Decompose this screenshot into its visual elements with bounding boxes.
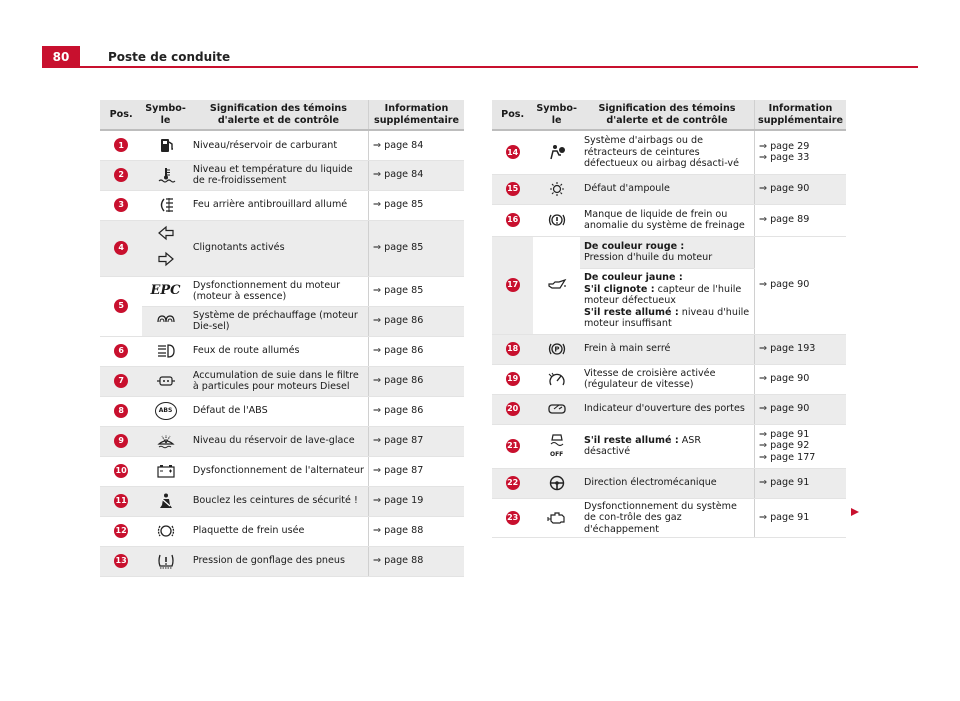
row-meaning: Manque de liquide de frein ou anomalie du système de freinage bbox=[580, 204, 755, 236]
row-meaning: Frein à main serré bbox=[580, 334, 755, 364]
position-badge: 15 bbox=[506, 182, 520, 196]
page-reference-link[interactable]: ⇒ page 86 bbox=[369, 396, 464, 426]
row-meaning bbox=[580, 424, 755, 468]
svg-text:P: P bbox=[554, 345, 560, 354]
column-header-pos: Pos. bbox=[100, 100, 142, 130]
position-badge: 3 bbox=[114, 198, 128, 212]
table-row bbox=[100, 336, 464, 366]
rear-fog-light-icon bbox=[156, 197, 176, 213]
position-badge: 16 bbox=[506, 213, 520, 227]
red-state-label: De couleur rouge : bbox=[583, 240, 685, 252]
table-row bbox=[492, 394, 846, 424]
brake-system-icon bbox=[547, 212, 567, 228]
row-meaning bbox=[580, 236, 755, 268]
page-reference-link[interactable]: ⇒ page 85 bbox=[369, 276, 464, 306]
page-reference-link[interactable]: ⇒ page 33 bbox=[759, 152, 810, 164]
page-reference-link[interactable]: ⇒ page 86 bbox=[369, 366, 464, 396]
page-reference-link[interactable]: ⇒ page 84 bbox=[369, 160, 464, 190]
turn-signal-arrows-icon bbox=[156, 225, 176, 267]
table-row bbox=[492, 468, 846, 498]
position-badge: 17 bbox=[506, 278, 520, 292]
row-meaning: Niveau du réservoir de lave-glace bbox=[189, 426, 369, 456]
table-row bbox=[100, 366, 464, 396]
table-row bbox=[492, 236, 846, 268]
row-meaning: Dysfonctionnement de l'alternateur bbox=[189, 456, 369, 486]
position-badge: 23 bbox=[506, 511, 520, 525]
row-meaning bbox=[580, 268, 755, 334]
position-badge: 18 bbox=[506, 342, 520, 356]
page-reference-link[interactable]: ⇒ page 193 bbox=[755, 334, 847, 364]
page-reference-link[interactable]: ⇒ page 90 bbox=[755, 174, 847, 204]
position-badge: 7 bbox=[114, 374, 128, 388]
table-row bbox=[100, 220, 464, 276]
warning-lights-table-left bbox=[100, 100, 464, 577]
page-reference-link[interactable]: ⇒ page 29 bbox=[759, 140, 810, 152]
tire-pressure-icon bbox=[156, 553, 176, 569]
brake-pad-icon bbox=[156, 523, 176, 539]
row-meaning: Accumulation de suie dans le filtre à particules pour moteurs Diesel bbox=[189, 366, 369, 396]
high-beam-icon bbox=[156, 343, 176, 359]
page-reference-link[interactable]: ⇒ page 90 bbox=[755, 394, 847, 424]
page-number: 80 bbox=[42, 46, 80, 68]
column-header-meaning: Signification des témoins d'alerte et de contrôle bbox=[580, 100, 755, 130]
row-meaning: Dysfonctionnement du moteur (moteur à essence) bbox=[189, 276, 369, 306]
yellow-state-label: De couleur jaune : bbox=[583, 272, 683, 284]
blink-text: capteur de l'huile moteur défectueux bbox=[583, 283, 742, 307]
page-reference-link[interactable]: ⇒ page 90 bbox=[755, 236, 847, 334]
bulb-failure-icon bbox=[547, 181, 567, 197]
column-header-meaning: Signification des témoins d'alerte et de contrôle bbox=[189, 100, 369, 130]
page-reference-link[interactable]: ⇒ page 88 bbox=[369, 516, 464, 546]
position-badge: 8 bbox=[114, 404, 128, 418]
position-badge: 22 bbox=[506, 476, 520, 490]
page-reference-link[interactable]: ⇒ page 90 bbox=[755, 364, 847, 394]
page-reference-link[interactable]: ⇒ page 91 bbox=[755, 468, 847, 498]
row-meaning: Plaquette de frein usée bbox=[189, 516, 369, 546]
position-badge: 9 bbox=[114, 434, 128, 448]
page-reference-link[interactable]: ⇒ page 91 bbox=[755, 498, 847, 538]
column-header-info: Information supplémentaire bbox=[755, 100, 847, 130]
page-reference-link[interactable]: ⇒ page 84 bbox=[369, 130, 464, 160]
table-row bbox=[100, 426, 464, 456]
glow-plug-icon bbox=[156, 313, 176, 329]
table-row bbox=[492, 204, 846, 236]
seatbelt-icon bbox=[156, 493, 176, 509]
header-rule bbox=[80, 66, 918, 68]
asr-off-icon bbox=[547, 433, 567, 458]
table-row bbox=[100, 486, 464, 516]
position-badge: 2 bbox=[114, 168, 128, 182]
position-badge: 1 bbox=[114, 138, 128, 152]
row-meaning: Direction électromécanique bbox=[580, 468, 755, 498]
row-meaning: Bouclez les ceintures de sécurité ! bbox=[189, 486, 369, 516]
epc-icon: EPC bbox=[150, 282, 181, 298]
page-title: Poste de conduite bbox=[108, 50, 231, 64]
row-meaning: Système d'airbags ou de rétracteurs de ceintures défectueux ou airbag désacti-vé bbox=[580, 130, 755, 174]
fuel-pump-icon bbox=[156, 137, 176, 153]
page-header bbox=[0, 0, 960, 72]
page-reference-link[interactable]: ⇒ page 86 bbox=[369, 336, 464, 366]
position-badge: 14 bbox=[506, 145, 520, 159]
column-header-symbol: Symbo-le bbox=[142, 100, 189, 130]
abs-icon: ABS bbox=[155, 402, 177, 420]
table-row bbox=[100, 190, 464, 220]
table-row bbox=[492, 130, 846, 174]
page-reference-link[interactable]: ⇒ page 19 bbox=[369, 486, 464, 516]
engine-check-icon bbox=[547, 510, 567, 526]
parking-brake-icon bbox=[547, 341, 567, 357]
table-row bbox=[100, 160, 464, 190]
page-reference-link[interactable]: ⇒ page 89 bbox=[755, 204, 847, 236]
door-open-icon bbox=[547, 401, 567, 417]
table-row bbox=[492, 174, 846, 204]
asr-off-label: OFF bbox=[549, 450, 564, 458]
position-badge: 4 bbox=[114, 241, 128, 255]
lit-label: S'il reste allumé : bbox=[583, 306, 679, 318]
row-meaning: Feux de route allumés bbox=[189, 336, 369, 366]
table-row bbox=[492, 334, 846, 364]
cruise-control-icon bbox=[547, 371, 567, 387]
table-row bbox=[492, 364, 846, 394]
row-meaning: Dysfonctionnement du système de con-trôle des gaz d'échappement bbox=[580, 498, 755, 538]
row-meaning: Feu arrière antibrouillard allumé bbox=[189, 190, 369, 220]
page-reference-link[interactable]: ⇒ page 87 bbox=[369, 456, 464, 486]
position-badge: 21 bbox=[506, 439, 520, 453]
airbag-icon bbox=[547, 144, 567, 160]
page-reference-link[interactable]: ⇒ page 85 bbox=[369, 190, 464, 220]
table-row bbox=[492, 424, 846, 468]
page-reference-link[interactable]: ⇒ page 91 bbox=[759, 428, 810, 440]
position-badge: 11 bbox=[114, 494, 128, 508]
table-row bbox=[100, 306, 464, 336]
table-row bbox=[100, 396, 464, 426]
diesel-particulate-filter-icon bbox=[156, 373, 176, 389]
red-state-text: Pression d'huile du moteur bbox=[583, 252, 713, 263]
row-meaning: Niveau/réservoir de carburant bbox=[189, 130, 369, 160]
position-badge: 10 bbox=[114, 464, 128, 478]
page-reference-link[interactable]: ⇒ page 86 bbox=[369, 306, 464, 336]
battery-icon bbox=[156, 463, 176, 479]
table-row bbox=[100, 546, 464, 576]
row-meaning: Défaut de l'ABS bbox=[189, 396, 369, 426]
table-row bbox=[100, 276, 464, 306]
position-badge: 19 bbox=[506, 372, 520, 386]
column-header-pos: Pos. bbox=[492, 100, 533, 130]
position-badge: 20 bbox=[506, 402, 520, 416]
table-row bbox=[492, 498, 846, 538]
row-meaning: Clignotants activés bbox=[189, 220, 369, 276]
lit-text: niveau d'huile moteur insuffisant bbox=[583, 306, 750, 330]
table-row bbox=[100, 456, 464, 486]
column-header-symbol: Symbo-le bbox=[533, 100, 580, 130]
oil-can-icon bbox=[547, 277, 567, 293]
row-meaning: Système de préchauffage (moteur Die-sel) bbox=[189, 306, 369, 336]
washer-fluid-icon bbox=[156, 433, 176, 449]
row-meaning: Pression de gonflage des pneus bbox=[189, 546, 369, 576]
page-reference-link[interactable]: ⇒ page 85 bbox=[369, 220, 464, 276]
warning-lights-table-right bbox=[492, 100, 846, 538]
row-meaning: Indicateur d'ouverture des portes bbox=[580, 394, 755, 424]
page-reference-link[interactable]: ⇒ page 88 bbox=[369, 546, 464, 576]
table-row bbox=[100, 130, 464, 160]
page-reference-link[interactable]: ⇒ page 92 bbox=[759, 440, 810, 452]
blink-label: S'il clignote : bbox=[583, 283, 655, 295]
position-badge: 13 bbox=[114, 554, 128, 568]
coolant-temperature-icon bbox=[156, 167, 176, 183]
page-reference-link[interactable]: ⇒ page 87 bbox=[369, 426, 464, 456]
page-reference-link[interactable]: ⇒ page 177 bbox=[759, 451, 816, 463]
position-badge: 12 bbox=[114, 524, 128, 538]
row-meaning: Défaut d'ampoule bbox=[580, 174, 755, 204]
asr-text: ASR désactivé bbox=[583, 434, 702, 457]
row-meaning: Vitesse de croisière activée (régulateur de vitesse) bbox=[580, 364, 755, 394]
position-badge: 5 bbox=[114, 299, 128, 313]
next-page-arrow-icon[interactable] bbox=[850, 507, 860, 517]
position-badge: 6 bbox=[114, 344, 128, 358]
table-row bbox=[100, 516, 464, 546]
row-meaning: Niveau et température du liquide de re-froidissement bbox=[189, 160, 369, 190]
lit-label: S'il reste allumé : bbox=[583, 434, 679, 446]
steering-wheel-icon bbox=[547, 475, 567, 491]
column-header-info: Information supplémentaire bbox=[369, 100, 464, 130]
